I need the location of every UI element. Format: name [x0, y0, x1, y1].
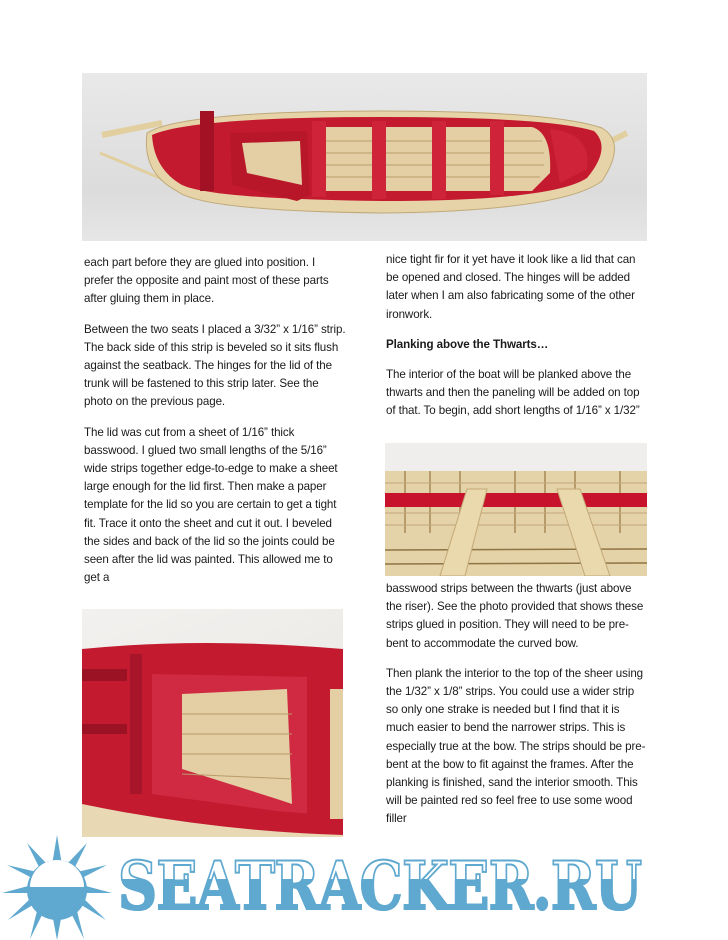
watermark-text: SEATRACKER.RU [118, 847, 642, 925]
paragraph: each part before they are glued into position. I prefer the opposite and paint most of these parts after gluing them in place. [84, 256, 329, 306]
trunk-lid-photo [82, 609, 343, 837]
right-column-text-top [386, 251, 648, 433]
planking-strips-photo [385, 443, 647, 576]
right-column-text-bottom [386, 580, 648, 841]
paragraph: Between the two seats I placed a 3/32” x 1/16” strip. The back side of this strip is beveled so it sits flush against the seatback. The hinges for the lid of the trunk will be fastened to this strip later. See the photo on the previous page. [84, 322, 346, 409]
boat-hull-photo [82, 73, 647, 241]
planking-illustration [385, 443, 647, 576]
left-column-text [84, 254, 346, 599]
sun-icon [2, 835, 112, 940]
paragraph: The interior of the boat will be planked above the thwarts and then the paneling will be added on top of that. To begin, add short lengths of 1/16” x 1/32” [386, 368, 640, 418]
paragraph: Then plank the interior to the top of the sheer using the 1/32” x 1/8” strips. You could use a wider strip so only one strake is needed but I find that it is much easier to bend the narrower strips. This is especially true at the bow. The strips should be pre-bent at the bow to fit against the frames. After the planking is finished, sand the interior smooth. This will be painted red so feel free to use some wood filler [386, 666, 646, 826]
paragraph: basswood strips between the thwarts (just above the riser). See the photo provided that shows these strips glued in position. They will need to be pre-bent to accommodate the curved bow. [386, 582, 644, 650]
seatracker-watermark [0, 835, 728, 940]
boat-hull-illustration [82, 73, 647, 241]
trunk-lid-illustration [82, 609, 343, 837]
paragraph: nice tight fir for it yet have it look like a lid that can be opened and closed. The hinges will be added later when I am also fabricating some of the other ironwork. [386, 253, 636, 321]
section-heading: Planking above the Thwarts… [386, 337, 549, 351]
paragraph: The lid was cut from a sheet of 1/16” thick basswood. I glued two small lengths of the 5/16” wide strips together edge-to-edge to make a sheet large enough for the lid first. Then make a paper template for the lid so you are certain to get a tight fit. Trace it onto the sheet and cut it out. I beveled the sides and back of the lid so the joints could be seen after the lid was painted. This allowed me to get a [84, 425, 338, 585]
